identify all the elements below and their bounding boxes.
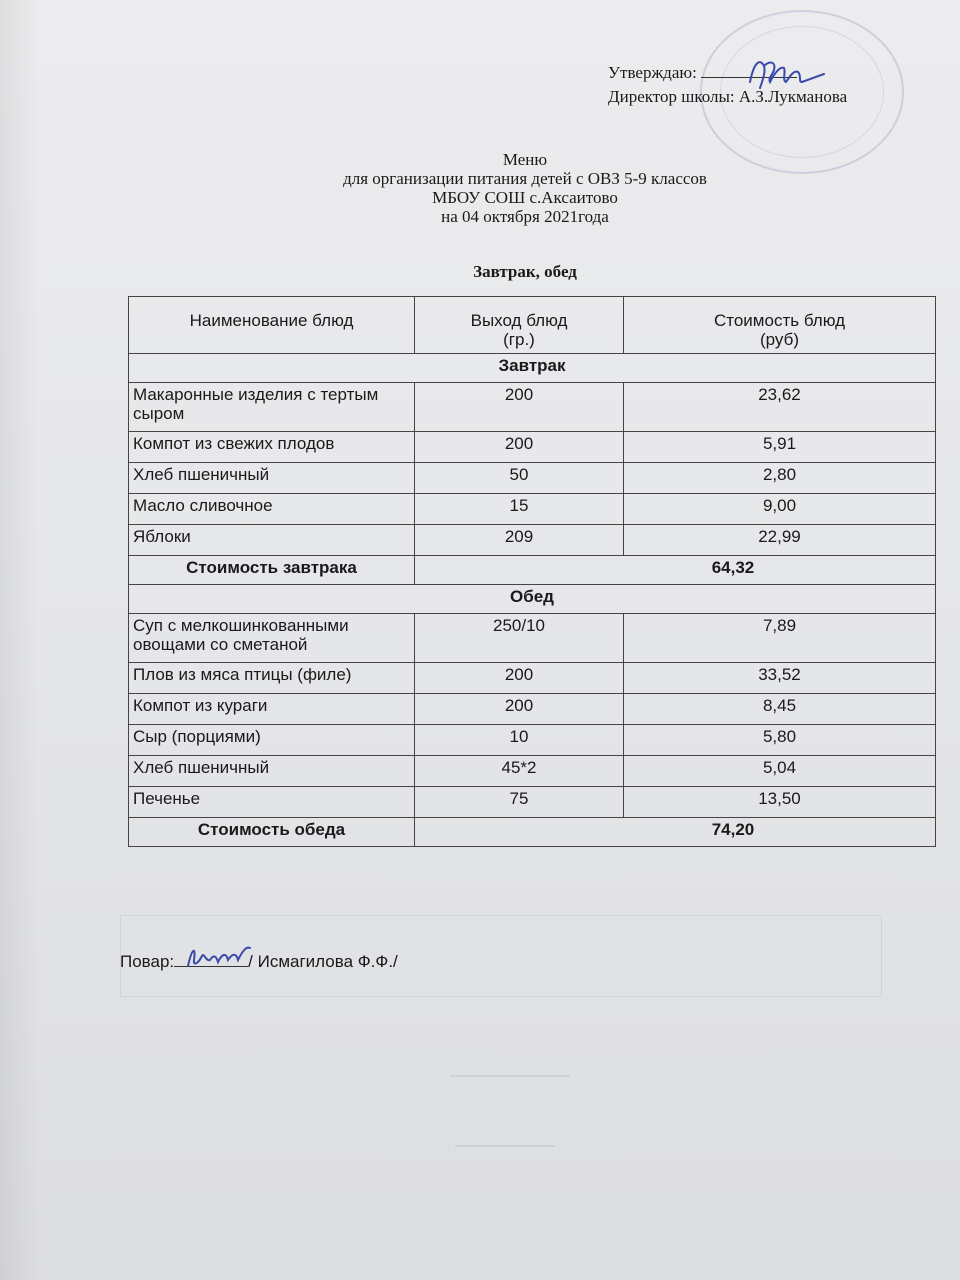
dish-name: Компот из свежих плодов [129, 432, 415, 463]
director-name: А.З.Лукманова [738, 87, 848, 106]
lunch-total-label: Стоимость обеда [129, 818, 415, 847]
director-signature-icon [740, 52, 830, 96]
dish-cost: 5,04 [624, 756, 936, 787]
dish-name: Сыр (порциями) [129, 725, 415, 756]
table-row [129, 432, 936, 463]
dish-name: Суп с мелкошинкованными овощами со сметаной [129, 614, 415, 663]
dish-output: 200 [415, 383, 624, 432]
dish-cost: 9,00 [624, 494, 936, 525]
table-row [129, 787, 936, 818]
table-row [129, 494, 936, 525]
dish-cost: 13,50 [624, 787, 936, 818]
dish-output: 50 [415, 463, 624, 494]
cook-label: Повар: [120, 952, 175, 971]
dish-cost: 22,99 [624, 525, 936, 556]
dish-name: Хлеб пшеничный [129, 463, 415, 494]
dish-output: 200 [415, 432, 624, 463]
bleed-through-table [120, 915, 882, 997]
heading-title: Меню [502, 150, 548, 169]
dish-cost: 5,91 [624, 432, 936, 463]
dish-output: 75 [415, 787, 624, 818]
table-row [129, 663, 936, 694]
table-row [129, 383, 936, 432]
table-row [129, 614, 936, 663]
dish-output: 10 [415, 725, 624, 756]
heading-school: МБОУ СОШ с.Аксаитово [432, 188, 618, 207]
bleed-through-mark [450, 1055, 570, 1077]
menu-table [128, 296, 936, 847]
menu-heading [0, 150, 960, 226]
table-row [129, 725, 936, 756]
dish-name: Компот из кураги [129, 694, 415, 725]
dish-name: Яблоки [129, 525, 415, 556]
dish-cost: 33,52 [624, 663, 936, 694]
table-row [129, 756, 936, 787]
approval-position: Директор школы: [608, 87, 735, 106]
dish-cost: 5,80 [624, 725, 936, 756]
meal-subtitle: Завтрак, обед [473, 262, 577, 281]
dish-name: Макаронные изделия с тертым сыром [129, 383, 415, 432]
approval-label: Утверждаю: [608, 63, 697, 82]
cook-name: / Исмагилова Ф.Ф./ [248, 952, 398, 971]
breakfast-title: Завтрак [129, 354, 936, 383]
dish-output: 200 [415, 663, 624, 694]
table-header-row [129, 297, 936, 354]
dish-cost: 2,80 [624, 463, 936, 494]
dish-cost: 23,62 [624, 383, 936, 432]
bleed-through-mark [455, 1125, 555, 1147]
lunch-title: Обед [129, 585, 936, 614]
dish-output: 200 [415, 694, 624, 725]
dish-output: 250/10 [415, 614, 624, 663]
lunch-total-row [129, 818, 936, 847]
header-dish-name: Наименование блюд [129, 297, 415, 354]
lunch-total-value: 74,20 [415, 818, 936, 847]
header-output: Выход блюд (гр.) [415, 297, 624, 354]
dish-name: Плов из мяса птицы (филе) [129, 663, 415, 694]
dish-cost: 7,89 [624, 614, 936, 663]
heading-purpose: для организации питания детей с ОВЗ 5-9 классов [343, 169, 707, 188]
table-row [129, 463, 936, 494]
dish-cost: 8,45 [624, 694, 936, 725]
breakfast-total-value: 64,32 [415, 556, 936, 585]
lunch-section-row [129, 585, 936, 614]
dish-output: 45*2 [415, 756, 624, 787]
header-cost: Стоимость блюд (руб) [624, 297, 936, 354]
dish-output: 15 [415, 494, 624, 525]
dish-name: Печенье [129, 787, 415, 818]
heading-date: на 04 октября 2021года [441, 207, 609, 226]
dish-name: Хлеб пшеничный [129, 756, 415, 787]
breakfast-total-label: Стоимость завтрака [129, 556, 415, 585]
table-row [129, 525, 936, 556]
dish-name: Масло сливочное [129, 494, 415, 525]
breakfast-section-row [129, 354, 936, 383]
table-row [129, 694, 936, 725]
breakfast-total-row [129, 556, 936, 585]
dish-output: 209 [415, 525, 624, 556]
